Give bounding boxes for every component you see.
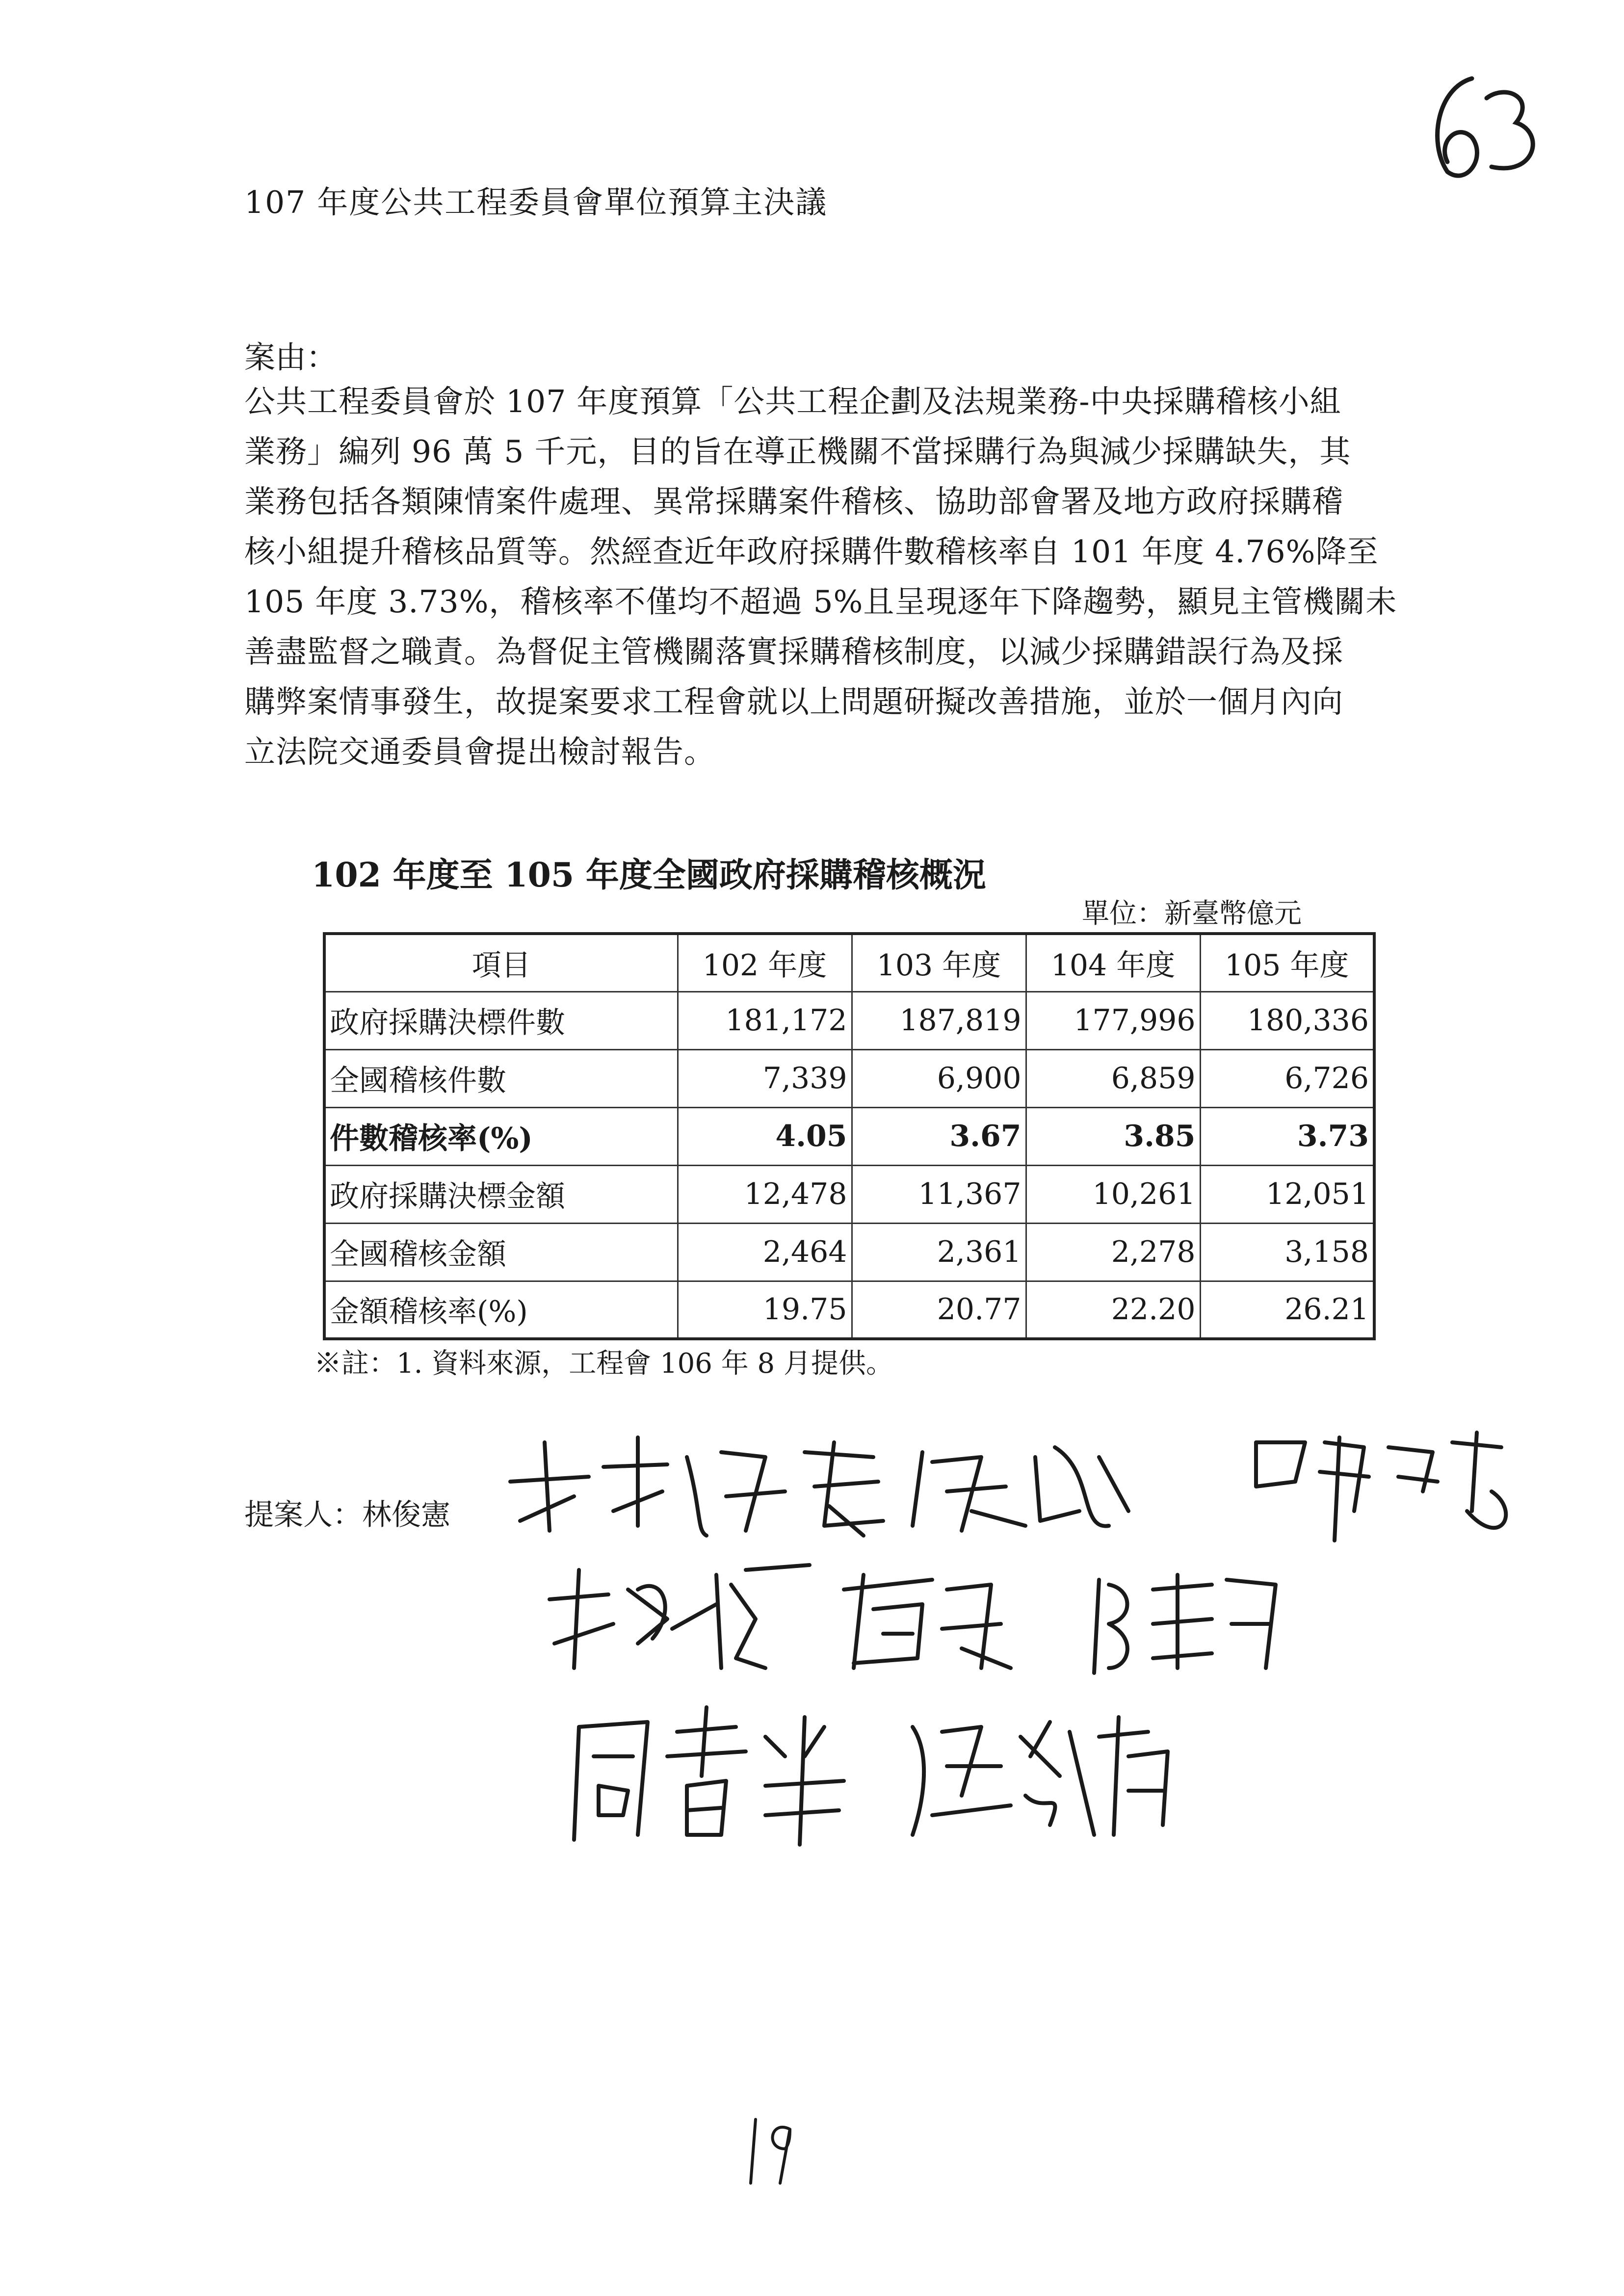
handwritten-signatures <box>491 1413 1570 1904</box>
reason-line: 核小組提升稽核品質等。然經查近年政府採購件數稽核率自 101 年度 4.76%降至 <box>244 534 1379 570</box>
cell-value: 20.77 <box>852 1281 1026 1339</box>
table-row <box>324 1223 1374 1281</box>
cell-value: 26.21 <box>1200 1281 1374 1339</box>
table-row <box>324 1281 1374 1339</box>
cell-value: 19.75 <box>678 1281 852 1339</box>
cell-value: 12,478 <box>678 1165 852 1223</box>
cell-value: 187,819 <box>852 991 1026 1049</box>
row-label: 政府採購決標金額 <box>324 1165 678 1223</box>
table-row <box>324 1049 1374 1107</box>
reason-line: 公共工程委員會於 107 年度預算「公共工程企劃及法規業務-中央採購稽核小組 <box>244 384 1341 419</box>
reason-line: 購弊案情事發生，故提案要求工程會就以上問題研擬改善措施，並於一個月內向 <box>244 684 1343 720</box>
row-label: 金額稽核率(%) <box>324 1281 678 1339</box>
reason-body <box>244 377 1397 777</box>
table-row <box>324 1165 1374 1223</box>
cell-value: 2,278 <box>1026 1223 1200 1281</box>
table-title: 102 年度至 105 年度全國政府採購稽核概況 <box>312 856 986 895</box>
table-header-row <box>324 934 1374 991</box>
handwritten-bottom-number <box>741 2110 800 2188</box>
row-label: 全國稽核件數 <box>324 1049 678 1107</box>
table-row <box>324 1107 1374 1165</box>
proposer-label: 提案人：林俊憲 <box>244 1498 450 1532</box>
cell-value: 4.05 <box>678 1107 852 1165</box>
cell-value: 2,464 <box>678 1223 852 1281</box>
cell-value: 6,900 <box>852 1049 1026 1107</box>
cell-value: 177,996 <box>1026 991 1200 1049</box>
cell-value: 10,261 <box>1026 1165 1200 1223</box>
cell-value: 3.73 <box>1200 1107 1374 1165</box>
reason-line: 業務包括各類陳情案件處理、異常採購案件稽核、協助部會署及地方政府採購稽 <box>244 484 1343 520</box>
cell-value: 180,336 <box>1200 991 1374 1049</box>
table-note: ※註：1. 資料來源，工程會 106 年 8 月提供。 <box>314 1348 893 1380</box>
cell-value: 2,361 <box>852 1223 1026 1281</box>
document-title: 107 年度公共工程委員會單位預算主決議 <box>244 184 828 220</box>
reason-line: 業務」編列 96 萬 5 千元，目的旨在導正機關不當採購行為與減少採購缺失，其 <box>244 434 1351 470</box>
cell-value: 3.67 <box>852 1107 1026 1165</box>
reason-line: 善盡監督之職責。為督促主管機關落實採購稽核制度，以減少採購錯誤行為及採 <box>244 634 1343 670</box>
row-label: 政府採購決標件數 <box>324 991 678 1049</box>
reason-line: 立法院交通委員會提出檢討報告。 <box>244 734 715 770</box>
header-year: 102 年度 <box>678 934 852 991</box>
cell-value: 6,726 <box>1200 1049 1374 1107</box>
header-year: 105 年度 <box>1200 934 1374 991</box>
cell-value: 3.85 <box>1026 1107 1200 1165</box>
header-year: 103 年度 <box>852 934 1026 991</box>
reason-line: 105 年度 3.73%，稽核率不僅均不超過 5%且呈現逐年下降趨勢，顯見主管機關未 <box>244 584 1397 620</box>
cell-value: 7,339 <box>678 1049 852 1107</box>
header-year: 104 年度 <box>1026 934 1200 991</box>
audit-table <box>323 932 1376 1340</box>
table-row <box>324 991 1374 1049</box>
header-item: 項目 <box>324 934 678 991</box>
row-label: 件數稽核率(%) <box>324 1107 678 1165</box>
cell-value: 12,051 <box>1200 1165 1374 1223</box>
cell-value: 22.20 <box>1026 1281 1200 1339</box>
cell-value: 181,172 <box>678 991 852 1049</box>
cell-value: 3,158 <box>1200 1223 1374 1281</box>
table-unit: 單位：新臺幣億元 <box>1082 898 1302 930</box>
cell-value: 6,859 <box>1026 1049 1200 1107</box>
reason-label: 案由： <box>244 339 337 375</box>
row-label: 全國稽核金額 <box>324 1223 678 1281</box>
handwritten-page-number <box>1418 69 1545 186</box>
cell-value: 11,367 <box>852 1165 1026 1223</box>
